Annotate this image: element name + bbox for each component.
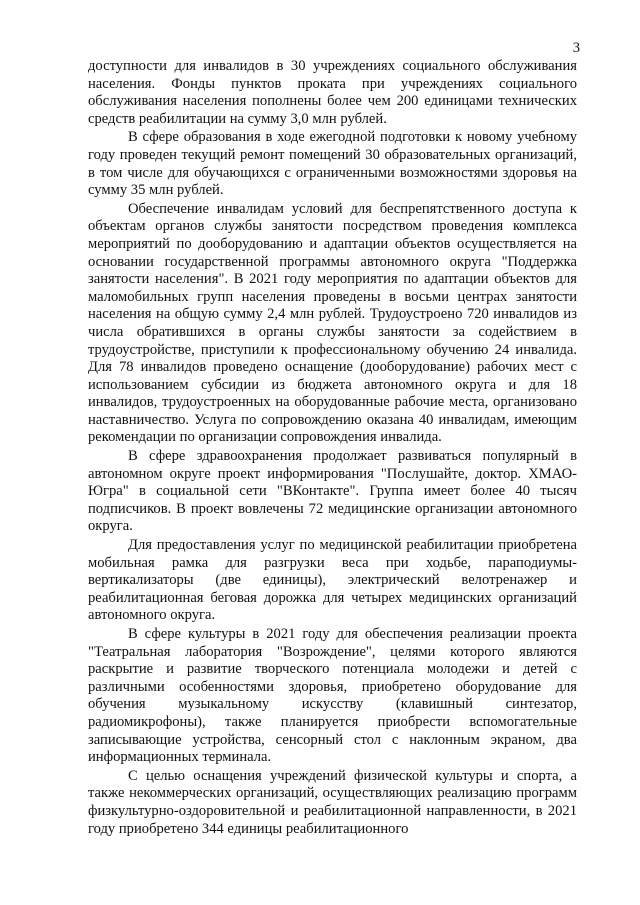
paragraph-healthcare: В сфере здравоохранения продолжает развиваться популярный в автономном округе проект информирования "Послушайте, доктор. ХМАО-Югра" в социальной сети "ВКонтакте". Группа имеет более 40 тысяч подписчиков. В проект вовлечены 72 медицинские организации автономного округа. — [88, 448, 577, 535]
paragraph-sport: С целью оснащения учреждений физической культуры и спорта, а также некоммерческих организаций, осуществляющих реализацию программ физкультурно-оздоровительной и реабилитационной направленности, в 2021 году приобретено 344 единицы реабилитационного — [88, 767, 577, 837]
document-body — [88, 58, 577, 839]
page-number: 3 — [572, 40, 580, 56]
paragraph-education: В сфере образования в ходе ежегодной подготовки к новому учебному году проведен текущий ремонт помещений 30 образовательных организаций, в том числе для обучающихся с ограниченными возможностями здоровья на сумму 35 млн рублей. — [88, 129, 577, 199]
paragraph-culture: В сфере культуры в 2021 году для обеспечения реализации проекта "Театральная лаборатория "Возрождение", целями которого являются раскрытие и развитие творческого потенциала молодежи и детей с различными особенностями здоровья, приобретено оборудование для обучения музыкальному искусству (клавишный синтезатор, радиомикрофоны), также планируется приобрести вспомогательные записывающие устройства, сенсорный стол с наклонным экраном, два информационных терминала. — [88, 626, 577, 766]
paragraph-employment: Обеспечение инвалидам условий для беспрепятственного доступа к объектам органов службы занятости посредством проведения комплекса мероприятий по дооборудованию и адаптации объектов осуществляется на основании государственной программы автономного округа "Поддержка занятости населения". В 2021 году мероприятия по адаптации объектов для маломобильных групп населения проведены в восьми центрах занятости населения на общую сумму 2,4 млн рублей. Трудоустроено 720 инвалидов из числа обратившихся в органы службы занятости за содействием в трудоустройстве, приступили к профессиональному обучению 24 инвалида. Для 78 инвалидов проведено оснащение (дооборудование) рабочих мест с использованием субсидии из бюджета автономного округа и для 18 инвалидов, трудоустроенных на оборудованные рабочие места, организовано наставничество. Услуга по сопровождению оказана 40 инвалидам, имеющим рекомендации по организации сопровождения инвалида. — [88, 200, 577, 446]
paragraph-continuation: доступности для инвалидов в 30 учреждениях социального обслуживания населения. Фонды пунктов проката при учреждениях социального обслуживания населения пополнены более чем 200 единицами технических средств реабилитации на сумму 3,0 млн рублей. — [88, 58, 577, 127]
paragraph-rehabilitation: Для предоставления услуг по медицинской реабилитации приобретена мобильная рамка для разгрузки веса при ходьбе, параподиумы-вертикализаторы (две единицы), электрический велотренажер и реабилитационная беговая дорожка для четырех медицинских организаций автономного округа. — [88, 537, 577, 624]
